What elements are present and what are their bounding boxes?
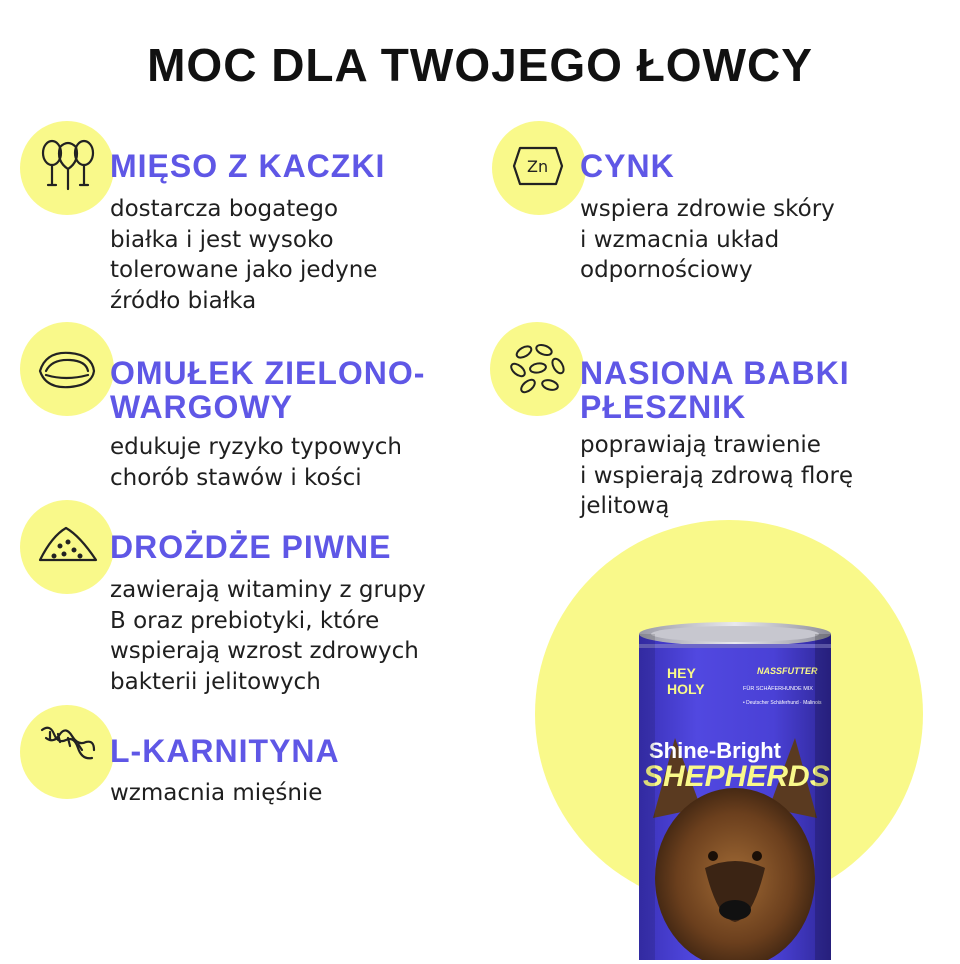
svg-text:Zn: Zn	[527, 157, 549, 176]
mussel-icon	[36, 345, 98, 395]
ingredient-description: wzmacnia mięśnie	[110, 780, 323, 806]
seeds-icon	[508, 340, 568, 396]
zinc-icon	[510, 140, 566, 192]
ingredient-heading: L-KARNITYNA	[110, 733, 340, 769]
can-product-name-2: SHEPHERDS	[643, 760, 830, 793]
ingredient-description: dostarcza bogatego białka i jest wysoko tolerowane jako jedyne źródło białka	[110, 196, 378, 314]
ingredient-description: poprawiają trawienie i wspierają zdrową florę jelitową	[580, 432, 854, 519]
ingredient-heading: DROŻDŻE PIWNE	[110, 529, 392, 565]
can-brand-line2: HOLY	[667, 681, 705, 697]
can-subline: FÜR SCHÄFERHUNDE MIX	[743, 686, 813, 692]
can-small-text: • Deutscher Schäferhund · Malinois	[743, 700, 822, 706]
ingredient-heading: MIĘSO Z KACZKI	[110, 148, 386, 184]
ingredient-description: edukuje ryzyko typowych chorób stawów i kości	[110, 434, 402, 491]
ingredient-heading: CYNK	[580, 148, 675, 184]
can-label: NASSFUTTER	[757, 666, 818, 676]
dna-icon	[38, 720, 98, 780]
can-brand-line1: HEY	[667, 665, 696, 681]
can-product-name: Shine-Bright	[649, 738, 781, 763]
ingredient-description: zawierają witaminy z grupy B oraz prebiotyki, które wspierają wzrost zdrowych bakterii jelitowych	[110, 577, 426, 695]
ingredient-heading: NASIONA BABKI PŁESZNIK	[580, 355, 850, 425]
ingredient-heading: OMUŁEK ZIELONO- WARGOWY	[110, 355, 426, 425]
product-can-image	[635, 618, 835, 960]
yeast-icon	[36, 518, 100, 568]
ingredient-description: wspiera zdrowie skóry i wzmacnia układ odpornościowy	[580, 196, 835, 283]
page-title: MOC DLA TWOJEGO ŁOWCY	[147, 39, 813, 91]
duck-icon	[38, 135, 98, 195]
